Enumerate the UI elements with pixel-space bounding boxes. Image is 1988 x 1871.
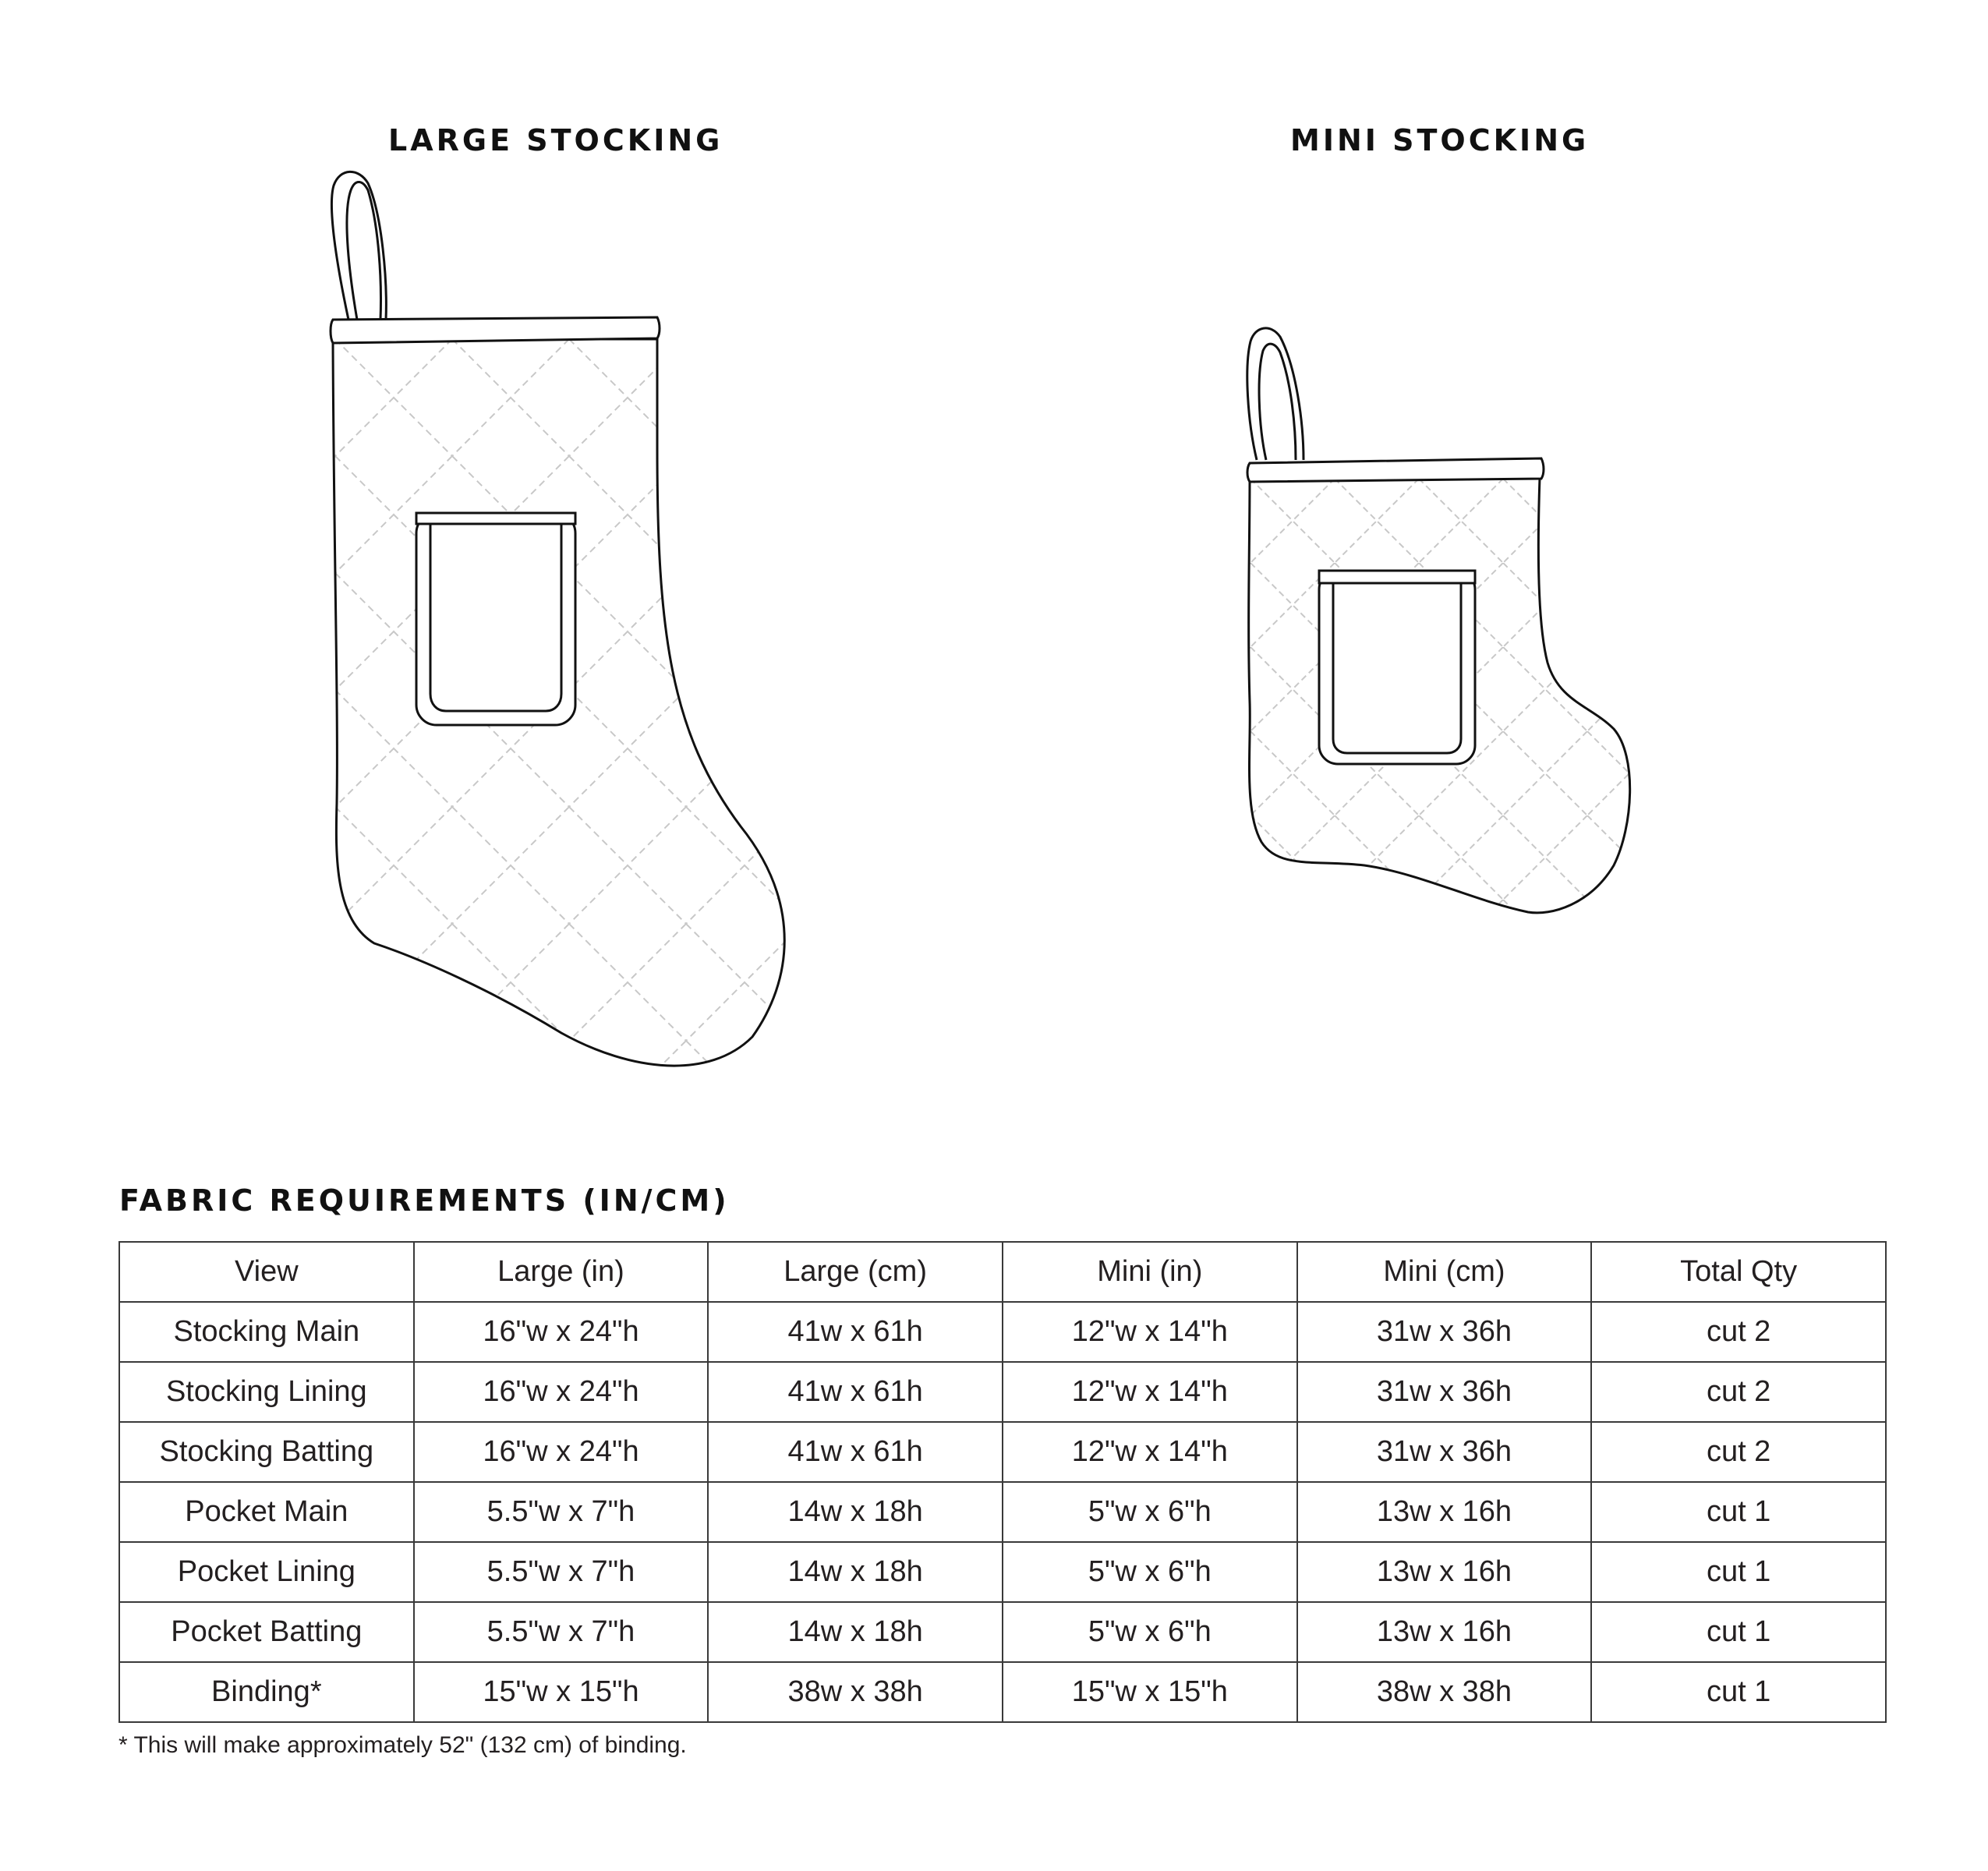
mini-pocket [1319,571,1475,764]
large-stocking [312,172,811,1107]
large-stocking-title: LARGE STOCKING [388,123,723,157]
column-header: Total Qty [1591,1242,1886,1302]
column-header: Large (in) [414,1242,709,1302]
table-row [119,1482,1886,1542]
table-cell: 38w x 38h [1297,1662,1592,1722]
table-cell: 12"w x 14"h [1003,1422,1297,1482]
table-cell: 31w x 36h [1297,1422,1592,1482]
table-cell: Pocket Lining [119,1542,414,1602]
table-cell: Binding* [119,1662,414,1722]
table-row [119,1542,1886,1602]
table-cell: 31w x 36h [1297,1302,1592,1362]
fabric-requirements-title: FABRIC REQUIREMENTS (IN/CM) [119,1183,730,1218]
table-cell: 5.5"w x 7"h [414,1542,709,1602]
table-cell: 14w x 18h [708,1542,1003,1602]
table-cell: 41w x 61h [708,1362,1003,1422]
table-cell: 14w x 18h [708,1482,1003,1542]
mini-stocking-title: MINI STOCKING [1290,123,1590,157]
column-header: View [119,1242,414,1302]
table-cell: 5.5"w x 7"h [414,1602,709,1662]
table-cell: 12"w x 14"h [1003,1302,1297,1362]
table-cell: 5"w x 6"h [1003,1542,1297,1602]
table-cell: 31w x 36h [1297,1362,1592,1422]
table-cell: 14w x 18h [708,1602,1003,1662]
table-cell: cut 1 [1591,1542,1886,1602]
fabric-requirements-table [119,1241,1887,1723]
table-cell: 5"w x 6"h [1003,1602,1297,1662]
table-cell: 16"w x 24"h [414,1422,709,1482]
table-cell: Pocket Batting [119,1602,414,1662]
table-row [119,1662,1886,1722]
table-cell: 5"w x 6"h [1003,1482,1297,1542]
table-row [119,1602,1886,1662]
table-cell: Stocking Lining [119,1362,414,1422]
large-cuff [331,317,660,343]
column-header: Mini (in) [1003,1242,1297,1302]
mini-cuff [1247,458,1544,482]
table-cell: 12"w x 14"h [1003,1362,1297,1422]
table-row [119,1422,1886,1482]
table-cell: 5.5"w x 7"h [414,1482,709,1542]
table-cell: Stocking Batting [119,1422,414,1482]
table-cell: 38w x 38h [708,1662,1003,1722]
column-header: Large (cm) [708,1242,1003,1302]
mini-stocking [1240,328,1645,928]
table-header-row [119,1242,1886,1302]
table-cell: cut 1 [1591,1602,1886,1662]
table-cell: 13w x 16h [1297,1482,1592,1542]
table-cell: cut 2 [1591,1362,1886,1422]
table-cell: cut 2 [1591,1422,1886,1482]
table-cell: Pocket Main [119,1482,414,1542]
large-pocket [416,513,575,725]
table-row [119,1302,1886,1362]
table-row [119,1362,1886,1422]
table-cell: cut 1 [1591,1482,1886,1542]
table-cell: cut 1 [1591,1662,1886,1722]
table-cell: 16"w x 24"h [414,1362,709,1422]
table-cell: 41w x 61h [708,1302,1003,1362]
table-cell: 13w x 16h [1297,1602,1592,1662]
table-cell: 41w x 61h [708,1422,1003,1482]
table-cell: cut 2 [1591,1302,1886,1362]
table-cell: 13w x 16h [1297,1542,1592,1602]
table-cell: 15"w x 15"h [414,1662,709,1722]
table-cell: 15"w x 15"h [1003,1662,1297,1722]
table-cell: Stocking Main [119,1302,414,1362]
column-header: Mini (cm) [1297,1242,1592,1302]
binding-footnote: * This will make approximately 52" (132 cm) of binding. [119,1732,687,1758]
table-cell: 16"w x 24"h [414,1302,709,1362]
